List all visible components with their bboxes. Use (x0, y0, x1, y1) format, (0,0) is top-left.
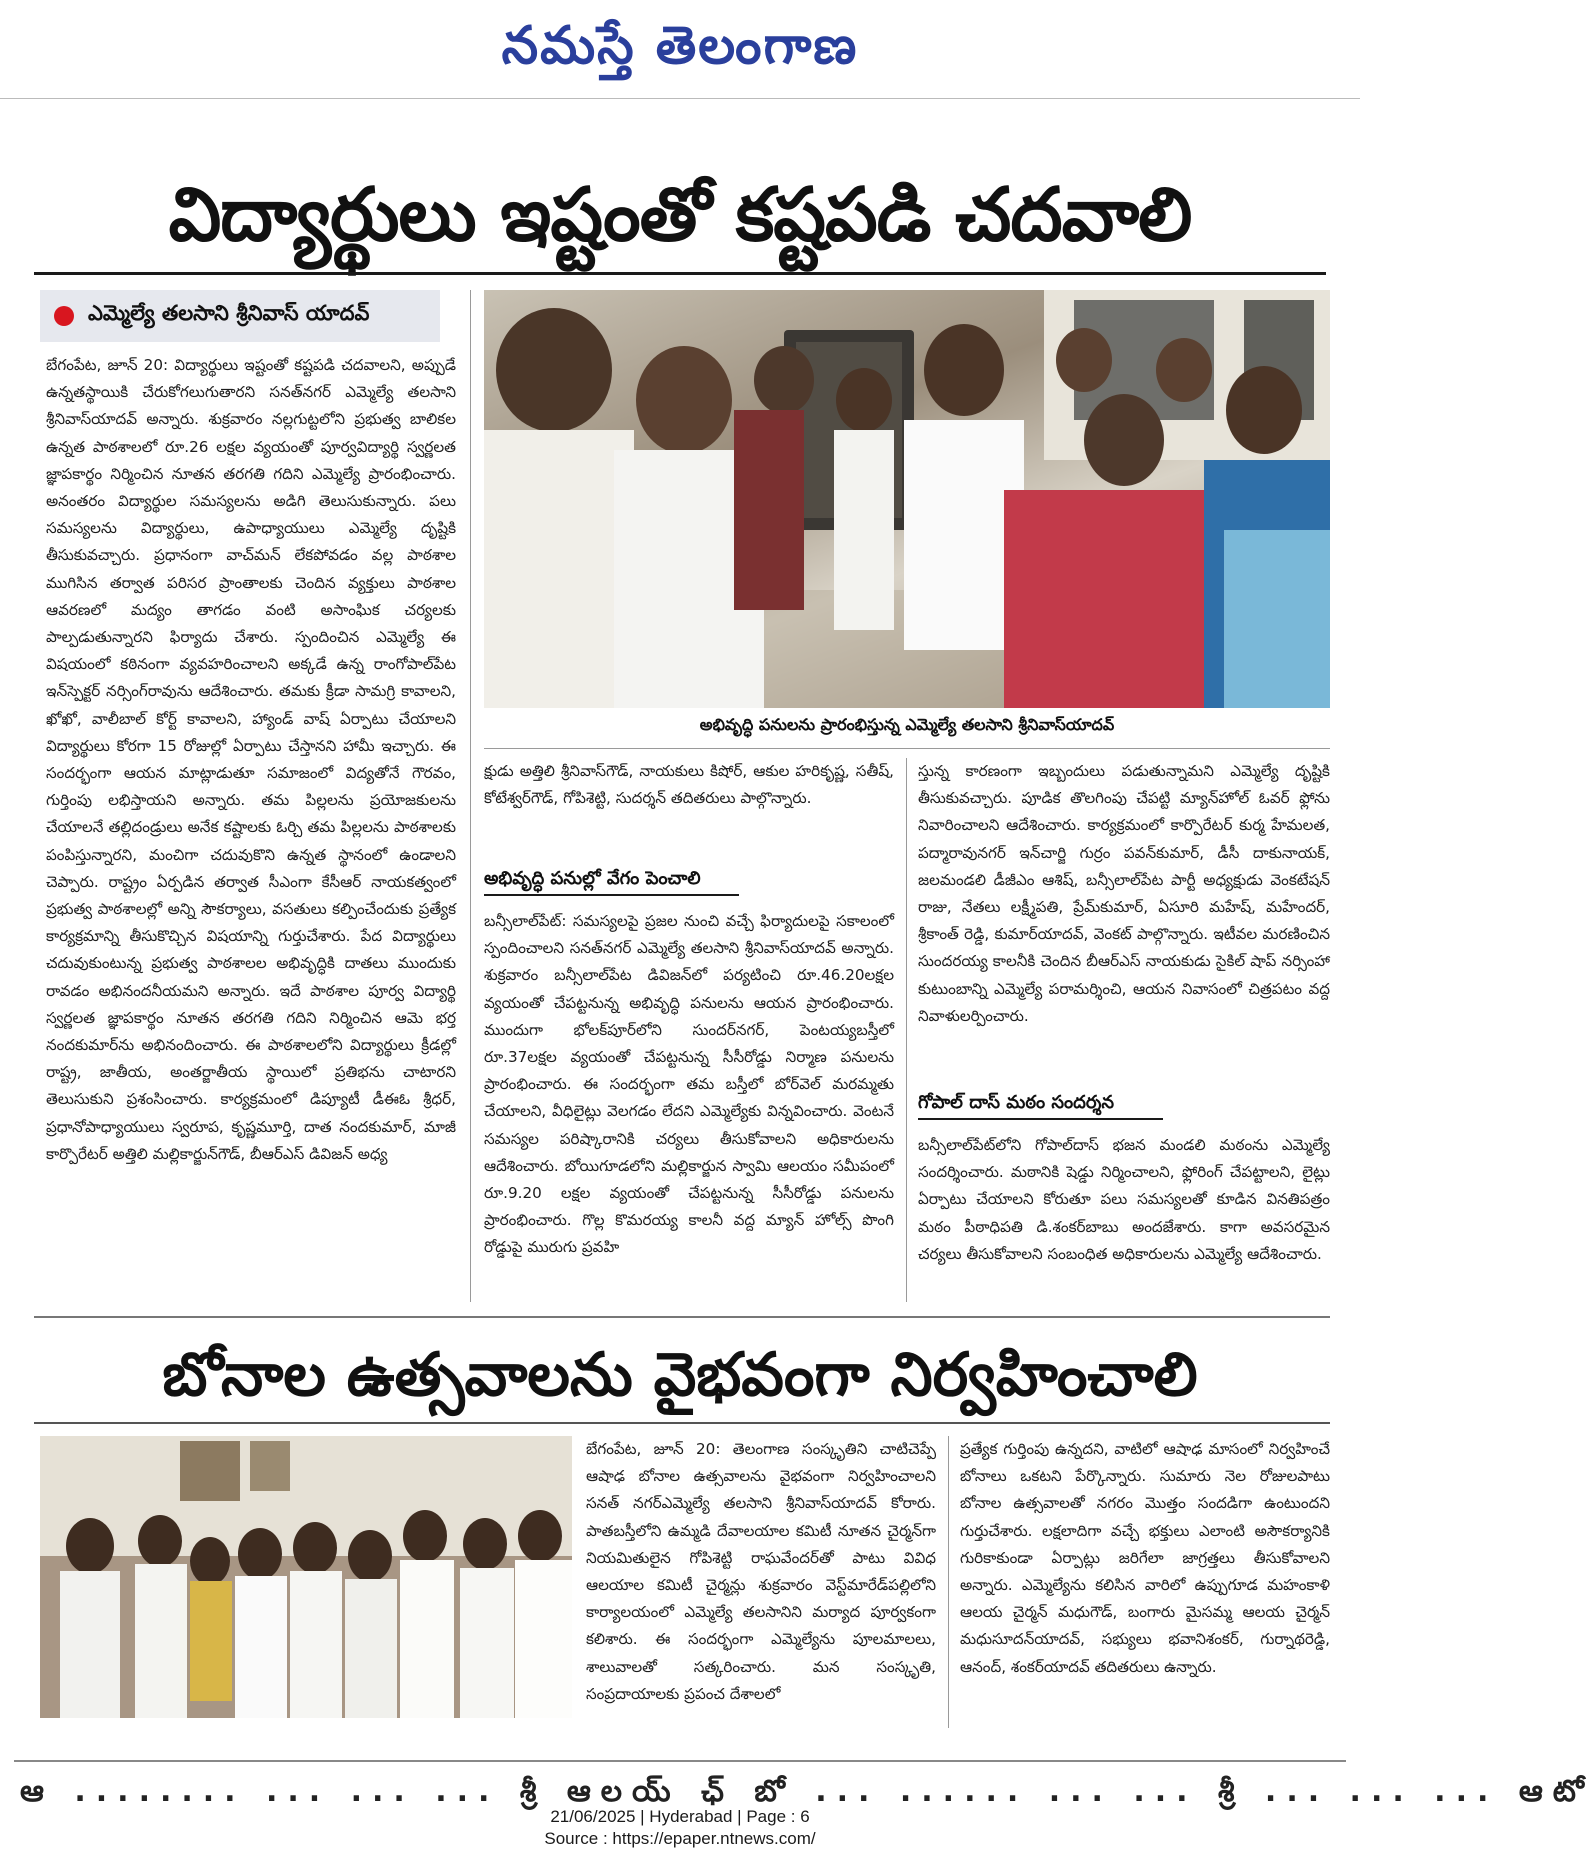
meeting-photo (40, 1436, 572, 1718)
footer-date-line: 21/06/2025 | Hyderabad | Page : 6 (550, 1807, 810, 1826)
main-headline: విద్యార్థులు ఇష్టంతో కష్టపడి చదవాలి (168, 172, 1192, 258)
second-headline: బోనాల ఉత్సవాలను వైభవంగా నిర్వహించాలి (162, 1340, 1198, 1410)
photo-illustration (484, 290, 1330, 708)
story2-column1: బేగంపేట, జూన్ 20: తెలంగాణ సంస్కృతిని చాటిచెప్పే ఆషాఢ బోనాల ఉత్సవాలను వైభవంగా నిర్వహించాలని సనత్ నగర్ఎమ్మెల్యే తలసాని శ్రీనివాస్‌యాదవ్ కోరారు. పాతబస్తీలోని ఉమ్మడి దేవాలయాల కమిటీ నూతన చైర్మన్‌గా నియమితులైన గోపిశెట్టి రాఘవేందర్‌తో పాటు వివిధ ఆలయాల కమిటీ చైర్మన్లు శుక్రవారం వెస్ట్‌మారేడ్‌పల్లిలోని కార్యాలయంలో ఎమ్మెల్యే తలసానిని మర్యాద పూర్వకంగా కలిశారు. ఈ సందర్భంగా ఎమ్మెల్యేను పూలమాలలు, శాలువాలతో సత్కరించారు. మన సంస్కృతి, సంప్రదాయాలకు ప్రపంచ దేశాలలో (586, 1440, 936, 1703)
masthead-rule (0, 98, 1360, 99)
story1-column3-body: బన్సీలాల్‌పేట్‌లోని గోపాల్‌దాస్ భజన మండలి మఠంను ఎమ్మెల్యే సందర్శించారు. మఠానికి షెడ్డు నిర్మించాలని, ఫ్లోరింగ్ చేపట్టాలని, లైట్లు ఏర్పాటు చేయాలని కోరుతూ పలు సమస్యలతో కూడిన వినతిపత్రం మఠం పీఠాధిపతి డి.శంకర్‌బాబు అందజేశారు. కాగా అవసరమైన చర్యలు తీసుకోవాలని సంబంధిత అధికారులను ఎమ్మెల్యే ఆదేశించారు. (918, 1136, 1330, 1263)
byline-box (40, 290, 440, 342)
next-article-strip (0, 1770, 1594, 1809)
photo-caption: అభివృద్ధి పనులను ప్రారంభిస్తున్న ఎమ్మెల్యే తలసాని శ్రీనివాస్‌యాదవ్ (699, 715, 1115, 734)
caption-rule (484, 748, 1330, 749)
headline-rule (34, 272, 1326, 275)
event-photo (484, 290, 1330, 708)
footer (0, 1806, 1360, 1850)
bullet-dot-icon (54, 306, 74, 326)
story-separator (34, 1316, 1330, 1318)
story1-column2-top: క్షుడు అత్తిలి శ్రీనివాస్‌గౌడ్, నాయకులు కిషోర్, ఆకుల హరికృష్ణ, సతీష్, కోటేశ్వర్‌గౌడ్, గోపిశెట్టి, సుదర్శన్ తదితరులు పాల్గొన్నారు. (484, 762, 894, 808)
story1-column1: బేగంపేట, జూన్ 20: విద్యార్థులు ఇష్టంతో కష్టపడి చదవాలని, అప్పుడే ఉన్నతస్థాయికి చేరుకోగలుగుతారని సనత్‌నగర్ ఎమ్మెల్యే తలసాని శ్రీనివాస్‌యాదవ్ అన్నారు. శుక్రవారం నల్లగుట్టలోని ప్రభుత్వ బాలికల ఉన్నత పాఠశాలలో రూ.26 లక్షల వ్యయంతో పూర్వవిద్యార్థి స్వర్ణలత జ్ఞాపకార్థం నిర్మించిన నూతన తరగతి గదిని ఎమ్మెల్యే ప్రారంభించారు. అనంతరం విద్యార్థుల సమస్యలను అడిగి తెలుసుకున్నారు. పలు సమస్యలను విద్యార్థులు, ఉపాధ్యాయులు ఎమ్మెల్యే దృష్టికి తీసుకువచ్చారు. ప్రధానంగా వాచ్‌మన్ లేకపోవడం వల్ల పాఠశాల ముగిసిన తర్వాత పరిసర ప్రాంతాలకు చెందిన వ్యక్తులు పాఠశాల ఆవరణలో మద్యం తాగడం వంటి అసాంఘిక చర్యలకు పాల్పడుతున్నారని ఫిర్యాదు చేశారు. స్పందించిన ఎమ్మెల్యే ఈ విషయంలో కఠినంగా వ్యవహరించాలని అక్కడే ఉన్న రాంగోపాల్‌పేట ఇన్‌స్పెక్టర్ నర్సింగ్‌రావును ఆదేశించారు. తమకు క్రీడా సామగ్రి కావాలని, ఖోఖో, వాలీబాల్ కోర్ట్ కావాలని, హ్యాండ్ వాష్ ఏర్పాటు చేయాలని విద్యార్థులు కోరగా 15 రోజుల్లో ఏర్పాటు చేస్తానని హామీ ఇచ్చారు. ఈ సందర్భంగా ఆయన మాట్లాడుతూ సమాజంలో విద్యతోనే గౌరవం, గుర్తింపు లభిస్తాయని అన్నారు. తమ పిల్లలను ప్రయోజకులను చేయాలనే తల్లిదండ్రులు అనేక కష్టాలకు ఓర్చి తమ పిల్లలను పాఠశాలకు పంపిస్తున్నారని, మంచిగా చదువుకొని ఉన్నత స్థానంలో ఉండాలని చెప్పారు. రాష్ట్రం ఏర్పడిన తర్వాత సీఎంగా కేసీఆర్ నాయకత్వంలో ప్రభుత్వ పాఠశాలల్లో అన్ని సౌకర్యాలు, వసతులు కల్పించేందుకు ప్రత్యేక కార్యక్రమాన్ని తీసుకొచ్చిన విషయాన్ని గుర్తుచేశారు. పేద విద్యార్థులు చదువుకుంటున్న ప్రభుత్వ పాఠశాలల అభివృద్ధికి దాతలు ముందుకు రావడం అభినందనీయమని అన్నారు. ఇదే పాఠశాల పూర్వ విద్యార్థి స్వర్ణలత జ్ఞాపకార్థం నూతన తరగతి గదిని నిర్మించిన ఆమె భర్త నందకుమార్‌ను అభినందించారు. ఈ పాఠశాలలోని విద్యార్థులు క్రీడల్లో రాష్ట్ర, జాతీయ, అంతర్జాతీయ స్థాయిలో ప్రతిభను చాటారని తెలుసుకుని ప్రశంసించారు. కార్యక్రమంలో డిప్యూటీ డీఈఓ శ్రీధర్, ప్రధానోపాధ్యాయులు స్వరూప, కృష్ణమూర్తి, దాత నందకుమార్, మాజీ కార్పొరేటర్ అత్తిలి మల్లికార్జున్‌గౌడ్, బీఆర్ఎస్ డివిజన్ అధ్య (46, 356, 456, 1163)
byline-text: ఎమ్మెల్యే తలసాని శ్రీనివాస్ యాదవ్ (88, 301, 370, 325)
second-headline-rule (34, 1422, 1330, 1424)
masthead-logo: నమస్తే తెలంగాణ (501, 15, 859, 76)
story1-column3-top: స్తున్న కారణంగా ఇబ్బందులు పడుతున్నామని ఎమ్మెల్యే దృష్టికి తీసుకువచ్చారు. పూడిక తొలగింపు చేపట్టి మ్యాన్‌హోల్ ఓవర్ ఫ్లోను నివారించాలని ఆదేశించారు. కార్యక్రమంలో కార్పొరేటర్ కుర్మ హేమలత, పద్మారావునగర్ ఇన్‌చార్జి గుర్రం పవన్‌కుమార్, డీసీ దాకునాయక్, జలమండలి డీజీఎం ఆశిష్, బన్సీలాల్‌పేట పార్టీ అధ్యక్షుడు వెంకటేషన్ రాజు, నేతలు లక్ష్మీపతి, ప్రేమ్‌కుమార్, ఏసూరి మహేష్, మహేందర్, శ్రీకాంత్ రెడ్డి, కుమార్‌యాదవ్, వెంకట్ పాల్గొన్నారు. ఇటీవల మరణించిన సుందరయ్య కాలనీకి చెందిన బీఆర్ఎస్ నాయకుడు సైకిల్ షాప్ నర్సింహా కుటుంబాన్ని ఎమ్మెల్యే పరామర్శించి, ఆయన నివాసంలో చిత్రపటం వద్ద నివాళులర్పించారు. (918, 762, 1330, 1025)
subhead-gopal-das-mutt: గోపాల్ దాస్ మఠం సందర్శన (918, 1088, 1163, 1120)
bottom-rule (14, 1760, 1346, 1762)
column-divider-3 (948, 1436, 949, 1728)
footer-source-line: Source : https://epaper.ntnews.com/ (544, 1829, 816, 1848)
column-divider-2 (906, 758, 907, 1302)
strip-text: ఆ ........ ... ... ... శ్రీ ఆలయ్ ఛ్ బో ... ...... ... ... శ్రీ ... ... ... ఆటో (20, 1774, 1594, 1809)
story2-column2: ప్రత్యేక గుర్తింపు ఉన్నదని, వాటిలో ఆషాఢ మాసంలో నిర్వహించే బోనాలు ఒకటని పేర్కొన్నారు. సుమారు నెల రోజులపాటు బోనాల ఉత్సవాలతో నగరం మొత్తం సందడిగా ఉంటుందని గుర్తుచేశారు. లక్షలాదిగా వచ్చే భక్తులు ఎలాంటి అసౌకర్యానికి గురికాకుండా ఏర్పాట్లు జరిగేలా జాగ్రత్తలు తీసుకోవాలని అన్నారు. ఎమ్మెల్యేను కలిసిన వారిలో ఉప్పుగూడ మహంకాళి ఆలయ చైర్మన్ మధుగౌడ్, బంగారు మైసమ్మ ఆలయ చైర్మన్ మధుసూదన్‌యాదవ్, సభ్యులు భవానిశంకర్, గుర్నాథరెడ్డి, ఆనంద్, శంకర్‌యాదవ్ తదితరులు ఉన్నారు. (960, 1440, 1330, 1676)
photo2-illustration (40, 1436, 572, 1718)
column-divider (470, 290, 471, 1302)
subhead-development-works: అభివృద్ధి పనుల్లో వేగం పెంచాలి (484, 864, 739, 896)
story1-column2-body: బన్సీలాల్‌పేట్: సమస్యలపై ప్రజల నుంచి వచ్చే ఫిర్యాదులపై సకాలంలో స్పందించాలని సనత్‌నగర్ ఎమ్మెల్యే తలసాని శ్రీనివాస్‌యాదవ్ అన్నారు. శుక్రవారం బన్సీలాల్‌పేట డివిజన్‌లో పర్యటించి రూ.46.20లక్షల వ్యయంతో చేపట్టనున్న అభివృద్ధి పనులను ఆయన ప్రారంభించారు. ముందుగా భోలక్‌పూర్‌లోని సుందర్‌నగర్, పెంటయ్యబస్తీలో రూ.37లక్షల వ్యయంతో చేపట్టనున్న సీసీరోడ్డు నిర్మాణ పనులను ప్రారంభించారు. ఈ సందర్భంగా తమ బస్తీలో బోర్‌వెల్ మరమ్మతు చేయాలని, వీధిలైట్లు వెలగడం లేదని ఎమ్మెల్యేకు విన్నవించారు. వెంటనే సమస్యల పరిష్కారానికి చర్యలు తీసుకోవాలని అధికారులను ఆదేశించారు. బోయిగూడలోని మల్లికార్జున స్వామి ఆలయం సమీపంలో రూ.9.20 లక్షల వ్యయంతో చేపట్టనున్న సీసీరోడ్డు పనులను ప్రారంభించారు. గొల్ల కొమరయ్య కాలనీ వద్ద మ్యాన్ హోల్స్ పొంగి రోడ్డుపై మురుగు ప్రవహి (484, 912, 894, 1257)
